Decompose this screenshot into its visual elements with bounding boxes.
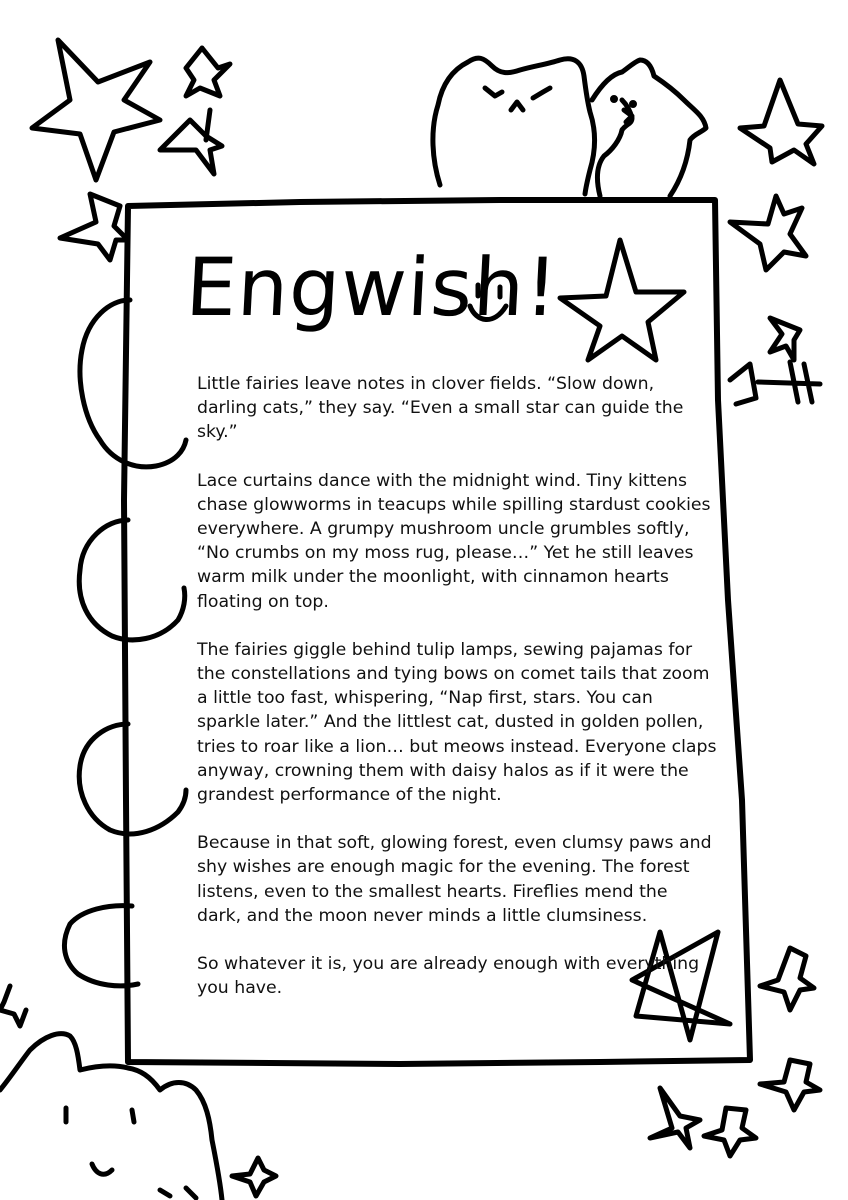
story-paragraph: The fairies giggle behind tulip lamps, sewing pajamas for the constellations and tying bows on comet tails that zoom a little too fast, whispering, “Nap first, stars. You can sparkle later.” And the littlest cat, dusted in golden pollen, tries to roar like a lion… but meows instead. Everyone claps anyway, crowning them with daisy halos as if it were the grandest performance of the night. — [197, 639, 717, 806]
story-paragraph: So whatever it is, you are already enough with everything you have. — [197, 954, 700, 999]
story-paragraph: Because in that soft, glowing forest, even clumsy paws and shy wishes are enough magic for the evening. The forest listens, even to the smallest hearts. Fireflies mend the dark, and the moon never minds a little clumsiness. — [197, 833, 712, 926]
story-body — [197, 372, 717, 1000]
cat-doodle-bottom — [0, 1034, 222, 1200]
story-paragraph: Lace curtains dance with the midnight wind. Tiny kittens chase glowworms in teacups while spilling stardust cookies everywhere. A grumpy mushroom uncle grumbles softly, “No crumbs on my moss rug, please…” Yet he still leaves warm milk under the moonlight, with cinnamon hearts floating on top. — [197, 470, 711, 612]
cat-doodle-top — [433, 58, 706, 196]
page-title: Engwish! — [183, 241, 561, 334]
story-paragraph: Little fairies leave notes in clover fields. “Slow down, darling cats,” they say. “Even a small star can guide the sky.” — [197, 374, 684, 443]
